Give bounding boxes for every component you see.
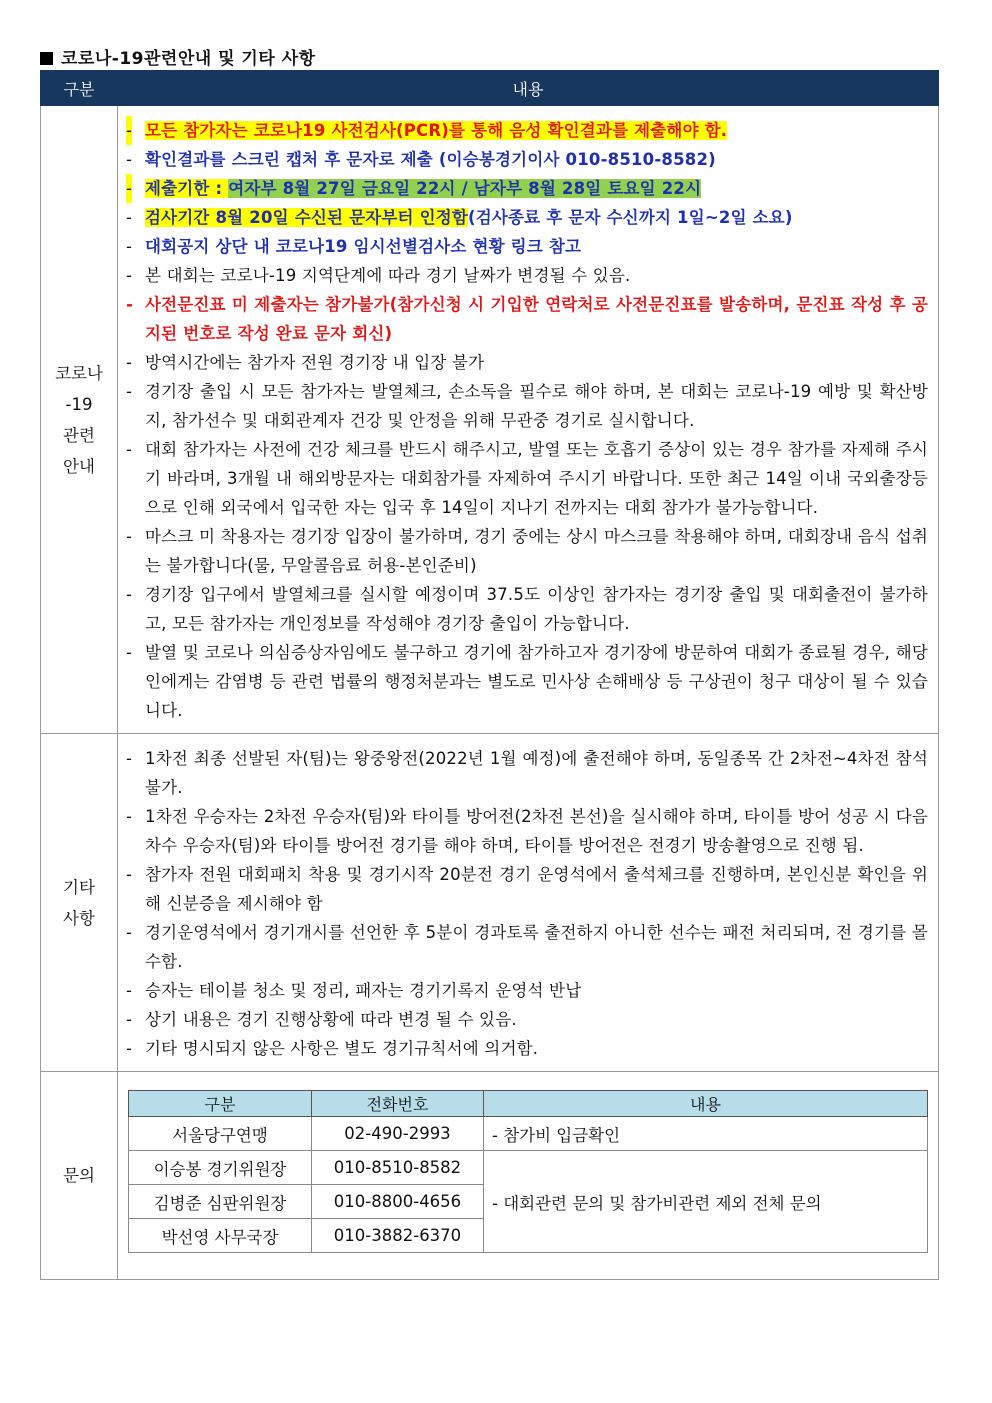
other-content	[118, 734, 939, 1072]
inquiry-content	[118, 1072, 939, 1280]
list-item: - 사전문진표 미 제출자는 참가불가(참가신청 시 기입한 연락처로 사전문진표를 발송하며, 문진표 작성 후 공지된 번호로 작성 완료 문자 회신)	[126, 295, 928, 343]
covid-content	[118, 106, 939, 734]
list-item: - 확인결과를 스크린 캡처 후 문자로 제출 (이승봉경기이사 010-8510-8582)	[126, 150, 716, 169]
contact-content: - 대회관련 문의 및 참가비관련 제외 전체 문의	[484, 1151, 928, 1253]
list-item: - 방역시간에는 참가자 전원 경기장 내 입장 불가	[126, 353, 485, 372]
inquiry-category: 문의	[41, 1072, 118, 1280]
contact-phone: 02-490-2993	[312, 1117, 484, 1151]
list-item: - 마스크 미 착용자는 경기장 입장이 불가하며, 경기 중에는 상시 마스크를 착용해야 하며, 대회장내 음식 섭취는 불가합니다(물, 무알콜음료 허용-본인준비)	[126, 527, 928, 575]
contact-content: - 참가비 입금확인	[484, 1117, 928, 1151]
list-item: - 승자는 테이블 청소 및 정리, 패자는 경기기록지 운영석 반납	[126, 981, 582, 1000]
contact-name: 이승봉 경기위원장	[129, 1151, 312, 1185]
contact-header-category: 구분	[129, 1091, 312, 1117]
square-bullet-icon	[40, 52, 53, 65]
contact-name: 김병준 심판위원장	[129, 1185, 312, 1219]
header-category: 구분	[41, 71, 118, 106]
other-category-line: 기타	[63, 877, 95, 897]
covid-list	[126, 116, 928, 725]
list-item: - 대회공지 상단 내 코로나19 임시선별검사소 현황 링크 참고	[126, 237, 582, 256]
contact-name: 박선영 사무국장	[129, 1219, 312, 1253]
other-category	[41, 734, 118, 1072]
covid-category-line: 관련	[63, 425, 95, 445]
list-item: - 상기 내용은 경기 진행상황에 따라 변경 될 수 있음.	[126, 1010, 517, 1029]
contact-phone: 010-8800-4656	[312, 1185, 484, 1219]
list-item: - 본 대회는 코로나-19 지역단계에 따라 경기 날짜가 변경될 수 있음.	[126, 266, 631, 285]
table-row	[129, 1117, 928, 1151]
contact-header-phone: 전화번호	[312, 1091, 484, 1117]
other-category-line: 사항	[63, 908, 95, 928]
other-list	[126, 744, 928, 1063]
list-item: - 검사기간 8월 20일 수신된 문자부터 인정함(검사종료 후 문자 수신까지 1일~2일 소요)	[126, 208, 793, 227]
contact-phone: 010-8510-8582	[312, 1151, 484, 1185]
list-item: - 경기장 출입 시 모든 참가자는 발열체크, 손소독을 필수로 해야 하며, 본 대회는 코로나-19 예방 및 확산방지, 참가선수 및 대회관계자 건강 및 안정을 위해 무관중 경기로 실시합니다.	[126, 382, 928, 430]
list-item: - 경기장 입구에서 발열체크를 실시할 예정이며 37.5도 이상인 참가자는 경기장 출입 및 대회출전이 불가하고, 모든 참가자는 개인정보를 작성해야 경기장 출입이 가능합니다.	[126, 585, 928, 633]
section-title-text: 코로나-19관련안내 및 기타 사항	[61, 49, 316, 69]
contact-name: 서울당구연맹	[129, 1117, 312, 1151]
header-content: 내용	[118, 71, 939, 106]
covid-category-line: 코로나	[55, 363, 103, 383]
list-item: - 모든 참가자는 코로나19 사전검사(PCR)를 통해 음성 확인결과를 제출해야 함.	[126, 116, 928, 145]
list-item: - 경기운영석에서 경기개시를 선언한 후 5분이 경과토록 출전하지 아니한 선수는 패전 처리되며, 전 경기를 몰수함.	[126, 923, 928, 971]
contact-table	[128, 1090, 928, 1253]
covid-category-line: -19	[65, 394, 93, 414]
section-title	[40, 44, 316, 69]
list-item: - 대회 참가자는 사전에 건강 체크를 반드시 해주시고, 발열 또는 호흡기 증상이 있는 경우 참가를 자제해 주시기 바라며, 3개월 내 해외방문자는 대회참가를 자제하여 주시기 바랍니다. 또한 최근 14일 이내 국외출장등으로 인해 외국에서 입국한 자는 입국 후 14일이 지나기 전까지는 대회 참가가 불가능합니다.	[126, 440, 928, 517]
list-item: - 기타 명시되지 않은 사항은 별도 경기규칙서에 의거함.	[126, 1039, 539, 1058]
list-item: - 1차전 우승자는 2차전 우승자(팀)와 타이틀 방어전(2차전 본선)을 실시해야 하며, 타이틀 방어 성공 시 다음 차수 우승자(팀)와 타이틀 방어전 경기를 해야 하며, 타이틀 방어전은 전경기 방송촬영으로 진행 됨.	[126, 807, 928, 855]
list-item: - 1차전 최종 선발된 자(팀)는 왕중왕전(2022년 1월 예정)에 출전해야 하며, 동일종목 간 2차전~4차전 참석 불가.	[126, 749, 928, 797]
contact-phone: 010-3882-6370	[312, 1219, 484, 1253]
info-table	[40, 70, 939, 1280]
list-item: - 발열 및 코로나 의심증상자임에도 불구하고 경기에 참가하고자 경기장에 방문하여 대회가 종료될 경우, 해당인에게는 감염병 등 관련 법률의 행정처분과는 별도로 민사상 손해배상 등 구상권이 청구 대상이 될 수 있습니다.	[126, 643, 928, 720]
list-item: - 제출기한 : 여자부 8월 27일 금요일 22시 / 남자부 8월 28일 토요일 22시	[126, 174, 928, 203]
table-row	[129, 1151, 928, 1185]
contact-header-content: 내용	[484, 1091, 928, 1117]
list-item: - 참가자 전원 대회패치 착용 및 경기시작 20분전 경기 운영석에서 출석체크를 진행하며, 본인신분 확인을 위해 신분증을 제시해야 함	[126, 865, 928, 913]
covid-category	[41, 106, 118, 734]
covid-category-line: 안내	[63, 456, 95, 476]
